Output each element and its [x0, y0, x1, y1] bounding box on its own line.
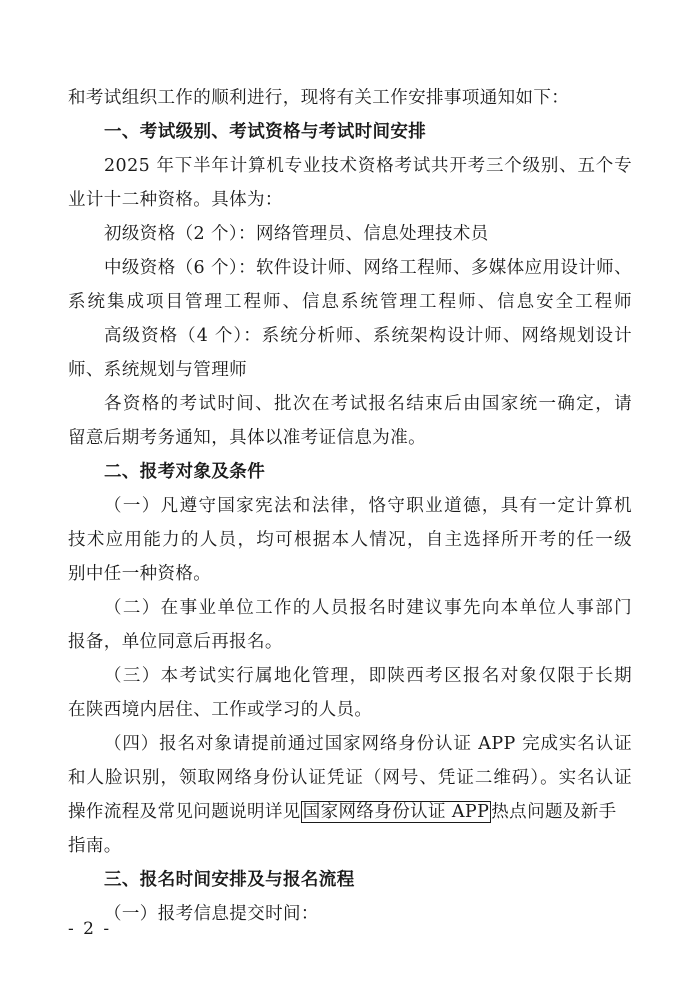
paragraph-line: 技术应用能力的人员，均可根据本人情况，自主选择所开考的任一级: [68, 530, 632, 550]
paragraph-line: 中级资格（6 个）：软件设计师、网络工程师、多媒体应用设计师、: [104, 258, 632, 278]
paragraph-line: 指南。: [68, 836, 122, 856]
paragraph-line: 留意后期考务通知，具体以准考证信息为准。: [68, 428, 426, 448]
paragraph-line: [68, 798, 632, 826]
paragraph-line: 报备，单位同意后再报名。: [68, 632, 283, 652]
paragraph-line: 和考试组织工作的顺利进行，现将有关工作安排事项通知如下：: [68, 88, 570, 108]
paragraph-line: （一）报考信息提交时间：: [104, 904, 319, 924]
paragraph-line: （一）凡遵守国家宪法和法律，恪守职业道德，具有一定计算机: [104, 496, 632, 516]
paragraph-line: 在陕西境内居住、工作或学习的人员。: [68, 700, 373, 720]
paragraph-line: 业计十二种资格。具体为：: [68, 190, 283, 210]
paragraph-line: 系统集成项目管理工程师、信息系统管理工程师、信息安全工程师: [68, 292, 632, 312]
section-heading-3: 三、报名时间安排及与报名流程: [104, 870, 355, 890]
section-heading-2: 二、报考对象及条件: [104, 462, 266, 482]
section-heading-1: 一、考试级别、考试资格与考试时间安排: [104, 122, 427, 142]
paragraph-line: （三）本考试实行属地化管理，即陕西考区报名对象仅限于长期: [104, 666, 632, 686]
paragraph-line: （二）在事业单位工作的人员报名时建议事先向本单位人事部门: [104, 598, 632, 618]
paragraph-line: 高级资格（4 个）：系统分析师、系统架构设计师、网络规划设计: [104, 326, 632, 346]
paragraph-line: 初级资格（2 个）：网络管理员、信息处理技术员: [104, 224, 489, 244]
paragraph-line: 师、系统规划与管理师: [68, 360, 247, 380]
paragraph-line: （四）报名对象请提前通过国家网络身份认证 APP 完成实名认证: [104, 734, 632, 754]
page-number: - 2 -: [68, 919, 112, 939]
paragraph-line: 各资格的考试时间、批次在考试报名结束后由国家统一确定，请: [104, 394, 632, 414]
paragraph-text: 操作流程及常见问题说明详见: [68, 802, 301, 822]
paragraph-line: 别中任一种资格。: [68, 564, 212, 584]
paragraph-line: 和人脸识别，领取网络身份认证凭证（网号、凭证二维码）。实名认证: [68, 768, 632, 788]
paragraph-text: 热点问题及新手: [491, 802, 617, 822]
app-name-box: 国家网络身份认证 APP: [302, 802, 490, 822]
paragraph-line: 2025 年下半年计算机专业技术资格考试共开考三个级别、五个专: [104, 156, 632, 176]
